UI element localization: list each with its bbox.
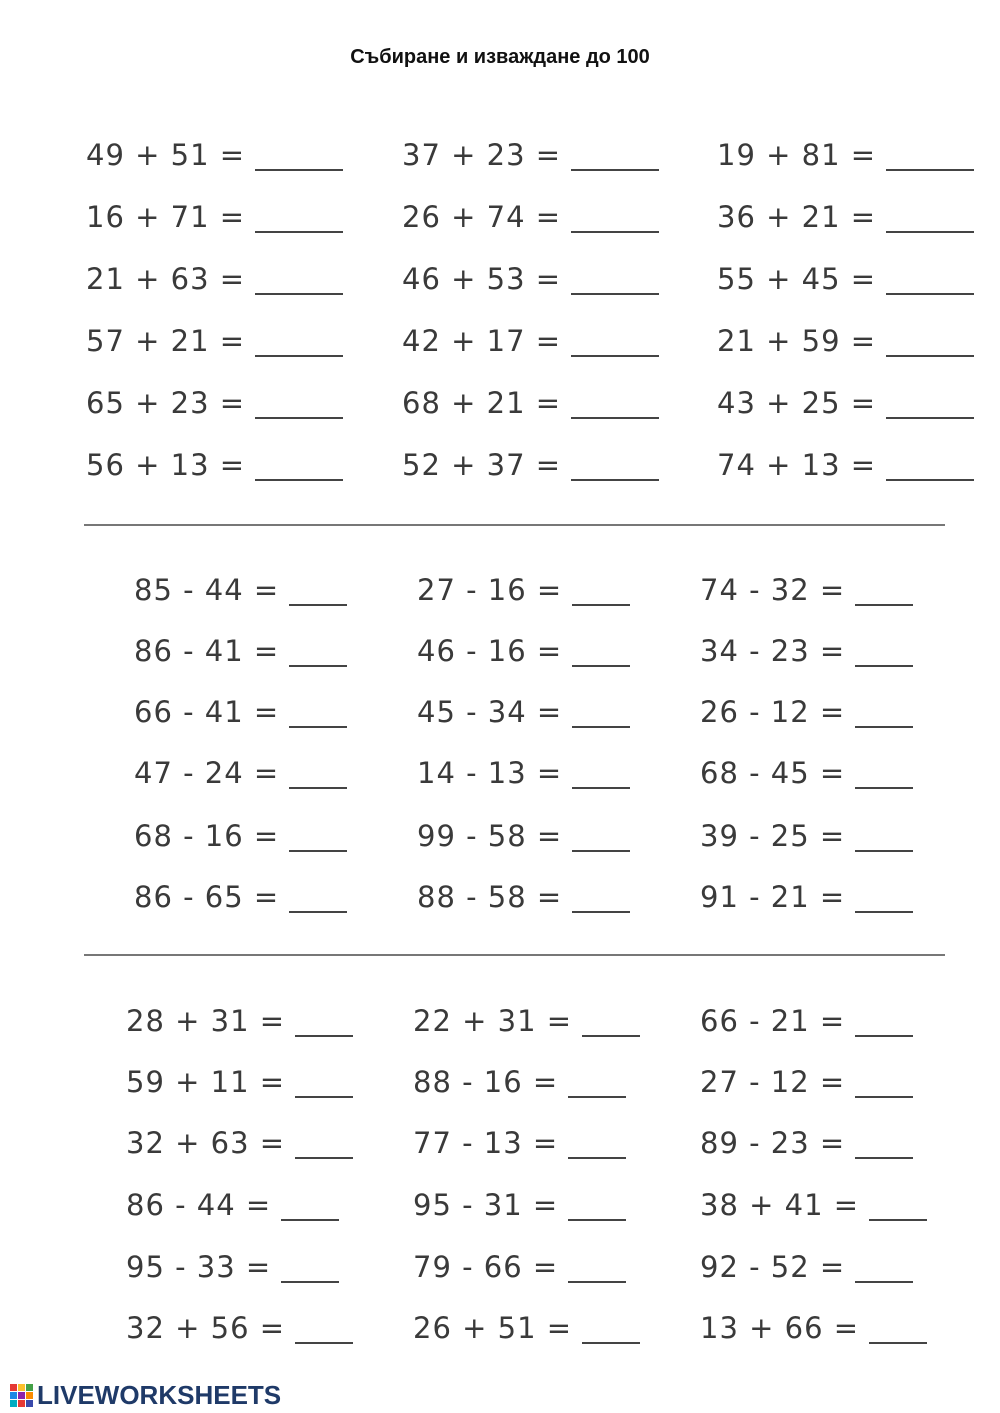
- problem-row: [134, 570, 347, 610]
- problem-row: [413, 1247, 626, 1287]
- problem-expression: 56 + 13 =: [86, 448, 246, 482]
- problem-row: [402, 259, 659, 299]
- problem-expression: 47 - 24 =: [134, 756, 280, 790]
- problem-row: [126, 1062, 353, 1102]
- problem-expression: 36 + 21 =: [717, 200, 877, 234]
- answer-blank[interactable]: [572, 603, 630, 606]
- answer-blank[interactable]: [855, 1095, 913, 1098]
- answer-blank[interactable]: [855, 603, 913, 606]
- problem-expression: 46 - 16 =: [417, 634, 563, 668]
- problem-row: [700, 877, 913, 917]
- answer-blank[interactable]: [855, 725, 913, 728]
- answer-blank[interactable]: [855, 910, 913, 913]
- brand-name: LIVEWORKSHEETS: [37, 1380, 282, 1410]
- answer-blank[interactable]: [568, 1095, 626, 1098]
- problem-row: [417, 753, 630, 793]
- answer-blank[interactable]: [572, 664, 630, 667]
- problem-expression: 88 - 16 =: [413, 1065, 559, 1099]
- answer-blank[interactable]: [289, 786, 347, 789]
- problem-expression: 32 + 56 =: [126, 1311, 286, 1345]
- section-divider: [84, 524, 945, 526]
- answer-blank[interactable]: [255, 292, 343, 295]
- answer-blank[interactable]: [289, 910, 347, 913]
- problem-row: [126, 1185, 339, 1225]
- problem-expression: 74 + 13 =: [717, 448, 877, 482]
- problem-row: [402, 321, 659, 361]
- problem-expression: 46 + 53 =: [402, 262, 562, 296]
- problem-expression: 39 - 25 =: [700, 819, 846, 853]
- problem-row: [134, 753, 347, 793]
- answer-blank[interactable]: [886, 478, 974, 481]
- problem-expression: 21 + 59 =: [717, 324, 877, 358]
- problem-expression: 89 - 23 =: [700, 1126, 846, 1160]
- problem-expression: 52 + 37 =: [402, 448, 562, 482]
- problem-expression: 86 - 65 =: [134, 880, 280, 914]
- problem-row: [413, 1185, 626, 1225]
- problem-expression: 79 - 66 =: [413, 1250, 559, 1284]
- problem-row: [417, 692, 630, 732]
- problem-expression: 99 - 58 =: [417, 819, 563, 853]
- problem-expression: 68 - 16 =: [134, 819, 280, 853]
- answer-blank[interactable]: [571, 354, 659, 357]
- problem-row: [413, 1062, 626, 1102]
- answer-blank[interactable]: [255, 416, 343, 419]
- problem-expression: 26 + 74 =: [402, 200, 562, 234]
- problem-expression: 88 - 58 =: [417, 880, 563, 914]
- problem-row: [126, 1308, 353, 1348]
- answer-blank[interactable]: [568, 1280, 626, 1283]
- problem-expression: 68 + 21 =: [402, 386, 562, 420]
- problem-row: [700, 1308, 927, 1348]
- answer-blank[interactable]: [289, 603, 347, 606]
- problem-expression: 34 - 23 =: [700, 634, 846, 668]
- problem-expression: 37 + 23 =: [402, 138, 562, 172]
- problem-expression: 19 + 81 =: [717, 138, 877, 172]
- logo-square: [26, 1400, 33, 1407]
- problem-row: [86, 197, 343, 237]
- answer-blank[interactable]: [855, 1156, 913, 1159]
- answer-blank[interactable]: [572, 725, 630, 728]
- problem-expression: 14 - 13 =: [417, 756, 563, 790]
- problem-row: [417, 570, 630, 610]
- problem-expression: 27 - 12 =: [700, 1065, 846, 1099]
- problem-row: [700, 692, 913, 732]
- problem-row: [417, 816, 630, 856]
- problem-row: [700, 816, 913, 856]
- problem-row: [134, 816, 347, 856]
- problem-row: [717, 259, 974, 299]
- problem-expression: 92 - 52 =: [700, 1250, 846, 1284]
- problem-expression: 28 + 31 =: [126, 1004, 286, 1038]
- problem-row: [417, 877, 630, 917]
- answer-blank[interactable]: [571, 168, 659, 171]
- answer-blank[interactable]: [855, 1034, 913, 1037]
- problem-expression: 95 - 31 =: [413, 1188, 559, 1222]
- problem-expression: 32 + 63 =: [126, 1126, 286, 1160]
- answer-blank[interactable]: [289, 725, 347, 728]
- problem-expression: 16 + 71 =: [86, 200, 246, 234]
- answer-blank[interactable]: [886, 292, 974, 295]
- problem-expression: 74 - 32 =: [700, 573, 846, 607]
- problem-expression: 26 - 12 =: [700, 695, 846, 729]
- problem-expression: 59 + 11 =: [126, 1065, 286, 1099]
- problem-row: [86, 383, 343, 423]
- problem-expression: 68 - 45 =: [700, 756, 846, 790]
- problem-row: [700, 1123, 913, 1163]
- logo-square: [18, 1400, 25, 1407]
- problem-row: [700, 631, 913, 671]
- problem-row: [86, 259, 343, 299]
- problem-expression: 42 + 17 =: [402, 324, 562, 358]
- problem-row: [126, 1123, 353, 1163]
- answer-blank[interactable]: [572, 910, 630, 913]
- problem-row: [86, 445, 343, 485]
- problem-expression: 43 + 25 =: [717, 386, 877, 420]
- problem-row: [717, 135, 974, 175]
- logo-square: [26, 1384, 33, 1391]
- problem-expression: 57 + 21 =: [86, 324, 246, 358]
- answer-blank[interactable]: [572, 849, 630, 852]
- problem-expression: 38 + 41 =: [700, 1188, 860, 1222]
- problem-row: [86, 135, 343, 175]
- problem-row: [413, 1001, 640, 1041]
- problem-row: [717, 197, 974, 237]
- problem-row: [700, 1247, 913, 1287]
- problem-expression: 21 + 63 =: [86, 262, 246, 296]
- logo-square: [10, 1392, 17, 1399]
- logo-square: [10, 1400, 17, 1407]
- problem-row: [126, 1247, 339, 1287]
- answer-blank[interactable]: [255, 230, 343, 233]
- answer-blank[interactable]: [869, 1341, 927, 1344]
- answer-blank[interactable]: [255, 354, 343, 357]
- logo-square: [10, 1384, 17, 1391]
- problem-expression: 49 + 51 =: [86, 138, 246, 172]
- answer-blank[interactable]: [855, 786, 913, 789]
- problem-row: [417, 631, 630, 671]
- problem-row: [700, 753, 913, 793]
- answer-blank[interactable]: [886, 230, 974, 233]
- problem-row: [134, 631, 347, 671]
- answer-blank[interactable]: [869, 1218, 927, 1221]
- problem-row: [402, 383, 659, 423]
- logo-square: [18, 1384, 25, 1391]
- problem-expression: 91 - 21 =: [700, 880, 846, 914]
- answer-blank[interactable]: [571, 416, 659, 419]
- answer-blank[interactable]: [568, 1156, 626, 1159]
- liveworksheets-logo[interactable]: [10, 1380, 281, 1411]
- answer-blank[interactable]: [295, 1095, 353, 1098]
- answer-blank[interactable]: [855, 1280, 913, 1283]
- logo-grid-icon: [10, 1384, 33, 1407]
- problem-row: [134, 692, 347, 732]
- answer-blank[interactable]: [582, 1034, 640, 1037]
- problem-row: [717, 321, 974, 361]
- problem-expression: 45 - 34 =: [417, 695, 563, 729]
- problem-row: [413, 1308, 640, 1348]
- answer-blank[interactable]: [295, 1034, 353, 1037]
- answer-blank[interactable]: [255, 478, 343, 481]
- answer-blank[interactable]: [582, 1341, 640, 1344]
- problem-expression: 55 + 45 =: [717, 262, 877, 296]
- problem-row: [402, 135, 659, 175]
- worksheet-title: Събиране и изваждане до 100: [350, 46, 650, 68]
- answer-blank[interactable]: [281, 1218, 339, 1221]
- section-divider: [84, 954, 945, 956]
- problem-row: [134, 877, 347, 917]
- problem-row: [700, 1001, 913, 1041]
- problem-row: [413, 1123, 626, 1163]
- answer-blank[interactable]: [571, 230, 659, 233]
- answer-blank[interactable]: [289, 849, 347, 852]
- answer-blank[interactable]: [289, 664, 347, 667]
- answer-blank[interactable]: [295, 1341, 353, 1344]
- problem-expression: 65 + 23 =: [86, 386, 246, 420]
- problem-expression: 95 - 33 =: [126, 1250, 272, 1284]
- answer-blank[interactable]: [886, 168, 974, 171]
- answer-blank[interactable]: [855, 849, 913, 852]
- problem-expression: 86 - 44 =: [126, 1188, 272, 1222]
- problem-expression: 13 + 66 =: [700, 1311, 860, 1345]
- problem-expression: 66 - 21 =: [700, 1004, 846, 1038]
- answer-blank[interactable]: [281, 1280, 339, 1283]
- problem-row: [86, 321, 343, 361]
- answer-blank[interactable]: [886, 354, 974, 357]
- problem-row: [700, 1062, 913, 1102]
- answer-blank[interactable]: [572, 786, 630, 789]
- problem-expression: 66 - 41 =: [134, 695, 280, 729]
- problem-expression: 26 + 51 =: [413, 1311, 573, 1345]
- answer-blank[interactable]: [571, 292, 659, 295]
- problem-row: [402, 197, 659, 237]
- problem-row: [717, 383, 974, 423]
- problem-row: [402, 445, 659, 485]
- answer-blank[interactable]: [855, 664, 913, 667]
- answer-blank[interactable]: [571, 478, 659, 481]
- problem-expression: 86 - 41 =: [134, 634, 280, 668]
- problem-expression: 77 - 13 =: [413, 1126, 559, 1160]
- answer-blank[interactable]: [886, 416, 974, 419]
- problem-expression: 85 - 44 =: [134, 573, 280, 607]
- logo-square: [18, 1392, 25, 1399]
- answer-blank[interactable]: [255, 168, 343, 171]
- problem-row: [126, 1001, 353, 1041]
- answer-blank[interactable]: [295, 1156, 353, 1159]
- problem-row: [700, 1185, 927, 1225]
- problem-expression: 22 + 31 =: [413, 1004, 573, 1038]
- problem-row: [700, 570, 913, 610]
- problem-expression: 27 - 16 =: [417, 573, 563, 607]
- problem-row: [717, 445, 974, 485]
- answer-blank[interactable]: [568, 1218, 626, 1221]
- logo-square: [26, 1392, 33, 1399]
